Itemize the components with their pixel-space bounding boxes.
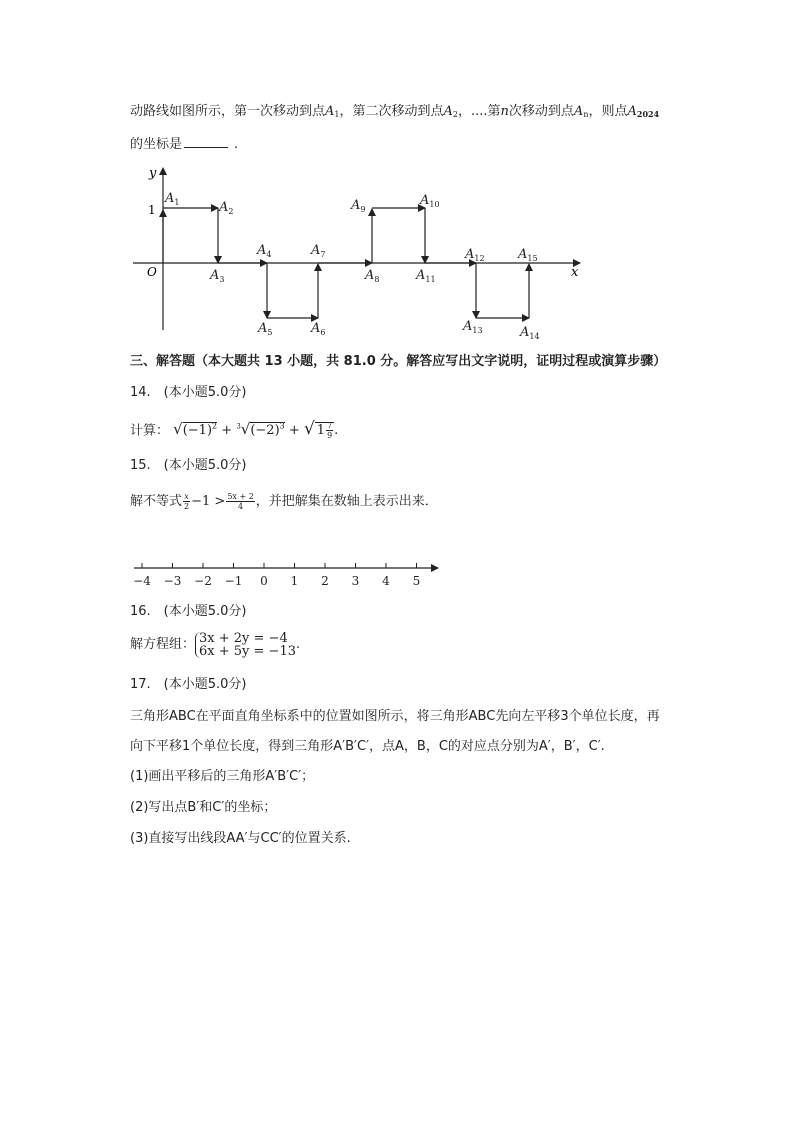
q14-expression (130, 418, 338, 440)
q13-text-part: 的坐标是 (130, 137, 183, 152)
number-line-tick-label: 0 (260, 574, 268, 588)
q17-subquestion-3: (3)直接写出线段AA′与CC′的位置关系. (130, 831, 351, 846)
q14-header: 14. (本小题5.0分) (130, 385, 247, 400)
q14-prefix: 计算： (130, 423, 170, 439)
label-a3: $A_3$ (210, 268, 225, 284)
q14-math: $√(-1)^2 + ^3√(-2)^3$ + √ 1 $\frac{7}{9}$ . (173, 419, 339, 441)
q16-header: 16. (本小题5.0分) (130, 604, 247, 619)
q14-cbrt: $(-2)^3$ (250, 422, 285, 439)
number-line-tick-label: 5 (412, 574, 421, 588)
origin-label: O (147, 265, 157, 279)
q15-inequality (130, 492, 438, 511)
point-a1: $A_1$ (325, 104, 340, 119)
q15-math: $\frac{x}{2}$ −1 > $\frac{5x + 2}{4}$ (184, 492, 254, 511)
x-axis-label: x (571, 265, 579, 280)
number-line-tick-label: 3 (351, 574, 360, 588)
q16-equations (195, 632, 296, 658)
q14-sqrt-3: 1 $\frac{7}{9}$ (316, 421, 333, 441)
q17-header: 17. (本小题5.0分) (130, 677, 247, 692)
point-a2024: $A_{2024}$ (627, 104, 660, 119)
cube-root-index: 3 (236, 423, 241, 431)
path-segments (163, 208, 529, 318)
q13-text-part: ，....第 (458, 104, 501, 119)
section-3-header: 三、解答题（本大题共 13 小题，共 81.0 分。解答应写出文字说明，证明过程或演算步骤） (130, 354, 667, 369)
q13-text-part: ，则点 (588, 104, 628, 119)
point-a2: $A_2$ (443, 104, 458, 119)
q13-text-line1 (130, 103, 659, 124)
label-a1: $A_1$ (165, 191, 180, 207)
y-axis-label: y (149, 166, 157, 181)
number-line-tick-label: 2 (321, 574, 329, 588)
label-a13: $A_{13}$ (463, 319, 483, 335)
label-a11: $A_{11}$ (416, 268, 436, 284)
label-a5: $A_5$ (258, 321, 273, 337)
q17-subquestion-1: (1)画出平移后的三角形A′B′C′； (130, 769, 315, 784)
number-line-tick-label: −3 (163, 574, 182, 588)
number-line-tick-label: 4 (382, 574, 390, 588)
label-a4: $A_4$ (257, 243, 272, 259)
label-a12: $A_{12}$ (465, 247, 485, 263)
label-a15: $A_{15}$ (518, 247, 538, 263)
q13-text-part: ，第二次移动到点 (339, 104, 444, 119)
label-a10: $A_{10}$ (420, 193, 440, 209)
q16-prefix: 解方程组： (130, 637, 196, 652)
point-an: $A_n$ (573, 104, 589, 119)
label-a9: $A_9$ (351, 198, 366, 214)
answer-blank[interactable] (184, 135, 228, 148)
q13-text-part: 次移动到点 (508, 104, 574, 119)
q15-prefix: 解不等式 (130, 494, 183, 509)
q14-sqrt-1: $(-1)^2$ (182, 422, 218, 439)
q16-eq2: 6x + 5y = −13 (199, 644, 296, 659)
var-n: n (500, 104, 509, 119)
q16-eq1: 3x + 2y = −4 (199, 631, 288, 646)
number-line-tick-label: −1 (224, 574, 243, 588)
q17-paragraph-1: 三角形ABC在平面直角坐标系中的位置如图所示，将三角形ABC先向左平移3个单位长度，再 (130, 709, 660, 724)
number-line-tick-label: −2 (194, 574, 212, 588)
q16-system: 解方程组： 3x + 2y = −4 6x + 5y = −13 . (130, 631, 301, 659)
q17-subquestion-2: (2)写出点B′和C′的坐标； (130, 800, 277, 815)
q13-text-part: . (234, 137, 239, 152)
q17-paragraph-2: 向下平移1个单位长度，得到三角形A′B′C′，点A，B，C的对应点分别为A′，B′，C′. (130, 739, 605, 754)
number-line-tick-label: −4 (133, 574, 151, 588)
q13-text-part: 动路线如图所示，第一次移动到点 (130, 104, 326, 119)
number-line-tick-label: 1 (290, 574, 299, 588)
label-a14: $A_{14}$ (520, 325, 540, 341)
q13-text-line2 (130, 135, 238, 154)
label-a2: $A_2$ (219, 200, 234, 216)
label-a6: $A_6$ (311, 321, 326, 337)
label-a8: $A_8$ (365, 268, 380, 284)
q15-suffix: ，并把解集在数轴上表示出来． (255, 494, 438, 509)
unit-one-label: 1 (148, 203, 156, 217)
label-a7: $A_7$ (311, 243, 326, 259)
q15-header: 15. (本小题5.0分) (130, 458, 247, 473)
